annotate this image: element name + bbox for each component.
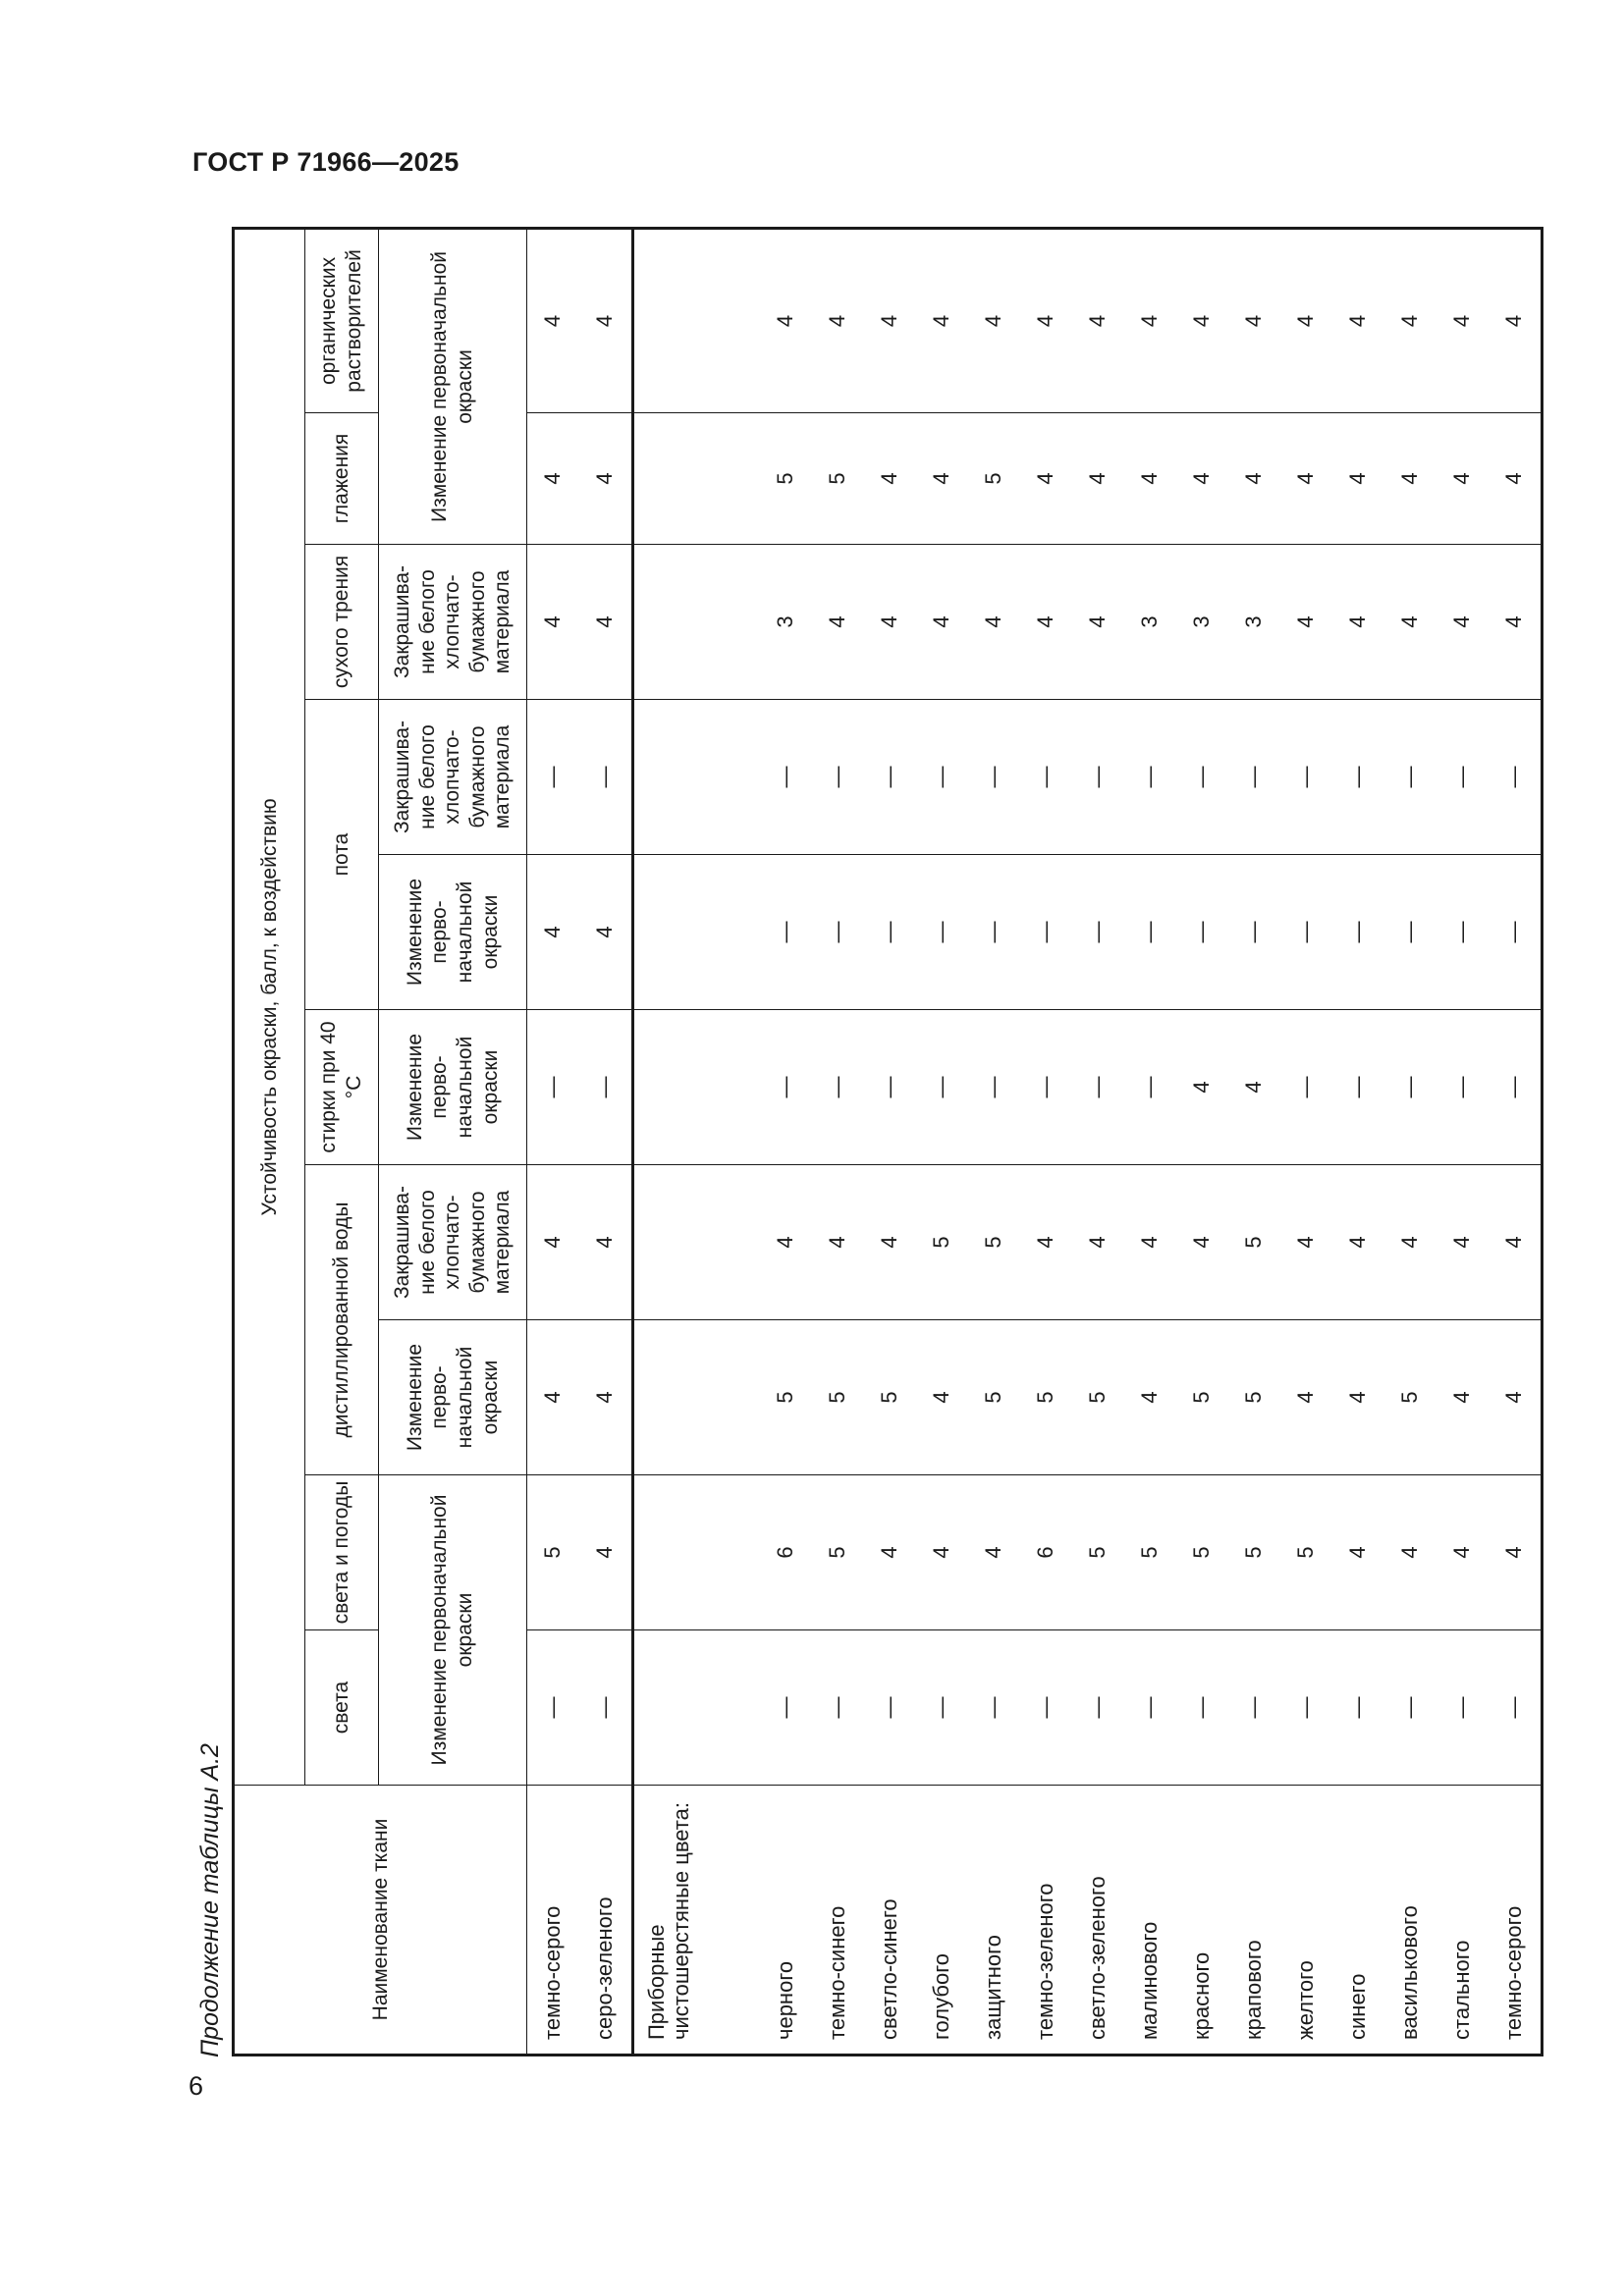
empty-cell (633, 1010, 761, 1165)
rotated-table-container (232, 230, 1527, 2056)
value-cell: 5 (527, 1475, 580, 1630)
name-column-header: Наименование ткани (234, 1786, 527, 2056)
colorfastness-table (232, 227, 1543, 2056)
fabric-name-cell: светло-синего (864, 1786, 916, 2056)
table-row (1228, 228, 1280, 2055)
empty-cell (633, 1630, 761, 1786)
value-cell: 6 (760, 1475, 812, 1630)
table-row (1280, 228, 1332, 2055)
value-cell: — (916, 1630, 968, 1786)
value-cell: 5 (864, 1320, 916, 1475)
value-cell: 4 (1436, 413, 1489, 545)
value-cell: — (1436, 1010, 1489, 1165)
table-row (812, 228, 864, 2055)
value-cell: — (1332, 700, 1384, 855)
value-cell: — (527, 1010, 580, 1165)
value-cell: 4 (1436, 1320, 1489, 1475)
value-cell: 4 (579, 1165, 633, 1320)
value-cell: — (1489, 1630, 1543, 1786)
value-cell: 4 (864, 413, 916, 545)
fabric-name-cell: красного (1176, 1786, 1228, 2056)
value-cell: — (1176, 1630, 1228, 1786)
sub-header-izm-voda: Изменение перво-начальной окраски (379, 1320, 527, 1475)
table-body-top (527, 228, 633, 2055)
table-row (527, 228, 580, 2055)
header-pot: пота (305, 700, 379, 1010)
value-cell: 4 (1228, 1010, 1280, 1165)
value-cell: — (1332, 855, 1384, 1010)
value-cell: 4 (916, 1320, 968, 1475)
value-cell: — (968, 1630, 1020, 1786)
table-row (1332, 228, 1384, 2055)
fabric-name-cell: синего (1332, 1786, 1384, 2056)
value-cell: — (1332, 1010, 1384, 1165)
value-cell: 4 (579, 1475, 633, 1630)
value-cell: — (916, 855, 968, 1010)
value-cell: 4 (527, 413, 580, 545)
value-cell: 4 (579, 413, 633, 545)
fabric-name-cell: голубого (916, 1786, 968, 2056)
value-cell: — (1489, 855, 1543, 1010)
value-cell: 4 (1489, 228, 1543, 412)
value-cell: 5 (1228, 1475, 1280, 1630)
value-cell: — (812, 700, 864, 855)
value-cell: 5 (1280, 1475, 1332, 1630)
value-cell: 4 (1072, 228, 1124, 412)
value-cell: 4 (812, 1165, 864, 1320)
fabric-name-cell: желтого (1280, 1786, 1332, 2056)
sub-header-zakr-trenie: Закрашива-ние белого хлопчато-бумажного материала (379, 545, 527, 700)
value-cell: — (760, 1630, 812, 1786)
value-cell: 4 (527, 855, 580, 1010)
fabric-name-cell: стального (1436, 1786, 1489, 2056)
value-cell: 4 (1020, 545, 1072, 700)
empty-cell (633, 1320, 761, 1475)
sub-header-izm-svet: Изменение первоначальной окраски (379, 1475, 527, 1786)
value-cell: 4 (1384, 228, 1436, 412)
value-cell: — (916, 700, 968, 855)
empty-cell (633, 855, 761, 1010)
value-cell: — (579, 1630, 633, 1786)
value-cell: — (579, 700, 633, 855)
value-cell: 3 (1228, 545, 1280, 700)
value-cell: 4 (579, 545, 633, 700)
value-cell: 4 (760, 1165, 812, 1320)
value-cell: 5 (1072, 1320, 1124, 1475)
value-cell: 4 (1332, 1165, 1384, 1320)
value-cell: — (1020, 1010, 1072, 1165)
value-cell: 5 (1124, 1475, 1176, 1630)
empty-cell (633, 700, 761, 855)
value-cell: — (864, 855, 916, 1010)
value-cell: 4 (1384, 1165, 1436, 1320)
value-cell: — (1436, 1630, 1489, 1786)
value-cell: — (760, 855, 812, 1010)
value-cell: — (1072, 1630, 1124, 1786)
value-cell: 3 (760, 545, 812, 700)
value-cell: — (1489, 700, 1543, 855)
value-cell: — (760, 700, 812, 855)
fabric-name-cell: черного (760, 1786, 812, 2056)
value-cell: — (1228, 855, 1280, 1010)
value-cell: 4 (1124, 1320, 1176, 1475)
value-cell: 4 (864, 228, 916, 412)
value-cell: — (864, 1010, 916, 1165)
table-caption: Продолжение таблицы А.2 (196, 1743, 224, 2057)
value-cell: — (812, 1630, 864, 1786)
fabric-name-cell: темно-зеленого (1020, 1786, 1072, 2056)
value-cell: 5 (1228, 1320, 1280, 1475)
value-cell: 4 (1228, 228, 1280, 412)
value-cell: — (1176, 700, 1228, 855)
header-svet: света (305, 1630, 379, 1786)
table-row (864, 228, 916, 2055)
value-cell: 4 (1332, 545, 1384, 700)
value-cell: 4 (1176, 1165, 1228, 1320)
value-cell: 4 (1280, 545, 1332, 700)
value-cell: 3 (1124, 545, 1176, 700)
value-cell: 4 (579, 855, 633, 1010)
empty-cell (633, 1165, 761, 1320)
value-cell: 4 (1384, 545, 1436, 700)
table-row (1436, 228, 1489, 2055)
value-cell: 4 (1280, 228, 1332, 412)
value-cell: 4 (1436, 1475, 1489, 1630)
group-label-row (633, 228, 761, 2055)
value-cell: 4 (1280, 1320, 1332, 1475)
fabric-name-cell: малинового (1124, 1786, 1176, 2056)
page-number: 6 (189, 2071, 204, 2101)
value-cell: — (1124, 700, 1176, 855)
value-cell: 4 (1280, 1165, 1332, 1320)
value-cell: — (1280, 1630, 1332, 1786)
value-cell: — (1280, 1010, 1332, 1165)
value-cell: 4 (968, 545, 1020, 700)
value-cell: — (1489, 1010, 1543, 1165)
value-cell: 4 (812, 545, 864, 700)
fabric-name-cell: светло-зеленого (1072, 1786, 1124, 2056)
value-cell: — (812, 1010, 864, 1165)
fabric-name-cell: серо-зеленого (579, 1786, 633, 2056)
fabric-name-cell: темно-синего (812, 1786, 864, 2056)
table-row (1176, 228, 1228, 2055)
fabric-name-cell: защитного (968, 1786, 1020, 2056)
empty-cell (633, 413, 761, 545)
value-cell: 5 (968, 413, 1020, 545)
value-cell: 4 (579, 228, 633, 412)
value-cell: 4 (1332, 1475, 1384, 1630)
value-cell: 4 (1332, 228, 1384, 412)
value-cell: 5 (812, 413, 864, 545)
sub-header-izm-pot: Изменение перво-начальной окраски (379, 855, 527, 1010)
value-cell: — (1228, 1630, 1280, 1786)
value-cell: 4 (1489, 1165, 1543, 1320)
value-cell: 4 (527, 1320, 580, 1475)
sub-header-zakr-pot: Закрашива-ние белого хлопчато-бумажного материала (379, 700, 527, 855)
value-cell: 4 (864, 1475, 916, 1630)
value-cell: 4 (1436, 228, 1489, 412)
value-cell: 5 (1176, 1320, 1228, 1475)
value-cell: — (1332, 1630, 1384, 1786)
header-dist-voda: дистиллированной воды (305, 1165, 379, 1475)
header-suhoe-trenie: сухого трения (305, 545, 379, 700)
value-cell: — (1124, 855, 1176, 1010)
table-header (234, 228, 527, 2055)
value-cell: 4 (527, 1165, 580, 1320)
value-cell: 4 (1280, 413, 1332, 545)
value-cell: 5 (812, 1475, 864, 1630)
header-glazhenie: глажения (305, 413, 379, 545)
value-cell: — (579, 1010, 633, 1165)
value-cell: 5 (760, 1320, 812, 1475)
top-header: Устойчивость окраски, балл, к воздействию (234, 228, 305, 1785)
value-cell: 4 (1489, 545, 1543, 700)
value-cell: 4 (1176, 228, 1228, 412)
table-body-main (633, 228, 1543, 2055)
value-cell: 4 (1124, 228, 1176, 412)
table-row (1124, 228, 1176, 2055)
table-row (579, 228, 633, 2055)
value-cell: 4 (916, 1475, 968, 1630)
fabric-name-cell: темно-серого (527, 1786, 580, 2056)
value-cell: — (1384, 855, 1436, 1010)
value-cell: — (864, 1630, 916, 1786)
value-cell: — (1072, 700, 1124, 855)
value-cell: 5 (1072, 1475, 1124, 1630)
sub-header-izm-glazh-rastv: Изменение первоначальной окраски (379, 228, 527, 544)
value-cell: — (968, 1010, 1020, 1165)
value-cell: 4 (916, 545, 968, 700)
value-cell: 4 (916, 228, 968, 412)
value-cell: — (1176, 855, 1228, 1010)
value-cell: 5 (1228, 1165, 1280, 1320)
value-cell: — (1124, 1010, 1176, 1165)
value-cell: 4 (1332, 1320, 1384, 1475)
value-cell: 5 (1020, 1320, 1072, 1475)
value-cell: — (527, 700, 580, 855)
value-cell: 4 (968, 228, 1020, 412)
value-cell: 4 (916, 413, 968, 545)
document-code: ГОСТ Р 71966—2025 (192, 147, 460, 177)
value-cell: — (527, 1630, 580, 1786)
fabric-name-cell: темно-серого (1489, 1786, 1543, 2056)
table-row (968, 228, 1020, 2055)
sub-header-izm-stirka: Изменение перво-начальной окраски (379, 1010, 527, 1165)
header-svet-pogoda: света и погоды (305, 1475, 379, 1630)
value-cell: — (1384, 1630, 1436, 1786)
value-cell: — (1020, 855, 1072, 1010)
value-cell: 4 (1072, 413, 1124, 545)
value-cell: 4 (1228, 413, 1280, 545)
value-cell: 5 (812, 1320, 864, 1475)
value-cell: — (812, 855, 864, 1010)
value-cell: — (1384, 700, 1436, 855)
value-cell: 4 (968, 1475, 1020, 1630)
value-cell: — (1020, 700, 1072, 855)
fabric-name-cell: василькового (1384, 1786, 1436, 2056)
table-row (1020, 228, 1072, 2055)
value-cell: — (760, 1010, 812, 1165)
value-cell: 4 (760, 228, 812, 412)
value-cell: 4 (1020, 228, 1072, 412)
value-cell: 4 (1020, 413, 1072, 545)
value-cell: 4 (1020, 1165, 1072, 1320)
value-cell: — (1072, 1010, 1124, 1165)
value-cell: — (1384, 1010, 1436, 1165)
empty-cell (633, 1475, 761, 1630)
empty-cell (633, 228, 761, 412)
value-cell: 4 (1124, 1165, 1176, 1320)
value-cell: — (968, 855, 1020, 1010)
value-cell: 4 (1072, 545, 1124, 700)
value-cell: 5 (916, 1165, 968, 1320)
value-cell: 4 (1489, 413, 1543, 545)
value-cell: 6 (1020, 1475, 1072, 1630)
table-row (916, 228, 968, 2055)
value-cell: 3 (1176, 545, 1228, 700)
value-cell: 4 (1176, 413, 1228, 545)
header-stirka: стирки при 40 °С (305, 1010, 379, 1165)
value-cell: 4 (1124, 413, 1176, 545)
value-cell: 4 (864, 545, 916, 700)
value-cell: — (1228, 700, 1280, 855)
value-cell: — (864, 700, 916, 855)
value-cell: 4 (1436, 545, 1489, 700)
value-cell: — (1280, 855, 1332, 1010)
value-cell: — (1436, 855, 1489, 1010)
value-cell: 4 (527, 545, 580, 700)
value-cell: — (968, 700, 1020, 855)
value-cell: 4 (864, 1165, 916, 1320)
value-cell: 4 (1436, 1165, 1489, 1320)
value-cell: 5 (1384, 1320, 1436, 1475)
value-cell: 4 (1332, 413, 1384, 545)
value-cell: 5 (968, 1320, 1020, 1475)
group-label: Приборные чистошерстяные цвета: (633, 1786, 761, 2056)
value-cell: 4 (579, 1320, 633, 1475)
table-row (760, 228, 812, 2055)
value-cell: — (916, 1010, 968, 1165)
value-cell: — (1436, 700, 1489, 855)
value-cell: 5 (760, 413, 812, 545)
empty-cell (633, 545, 761, 700)
value-cell: 4 (1176, 1010, 1228, 1165)
value-cell: 4 (1384, 413, 1436, 545)
header-rastvoriteli: органических растворителей (305, 228, 379, 412)
table-row (1489, 228, 1543, 2055)
value-cell: — (1020, 1630, 1072, 1786)
table-row (1072, 228, 1124, 2055)
value-cell: 4 (1072, 1165, 1124, 1320)
value-cell: — (1124, 1630, 1176, 1786)
table-row (1384, 228, 1436, 2055)
value-cell: 5 (1176, 1475, 1228, 1630)
value-cell: 5 (968, 1165, 1020, 1320)
value-cell: 4 (812, 228, 864, 412)
value-cell: 4 (527, 228, 580, 412)
fabric-name-cell: крапового (1228, 1786, 1280, 2056)
sub-header-zakr-voda: Закрашива-ние белого хлопчато-бумажного материала (379, 1165, 527, 1320)
value-cell: 4 (1489, 1320, 1543, 1475)
value-cell: 4 (1489, 1475, 1543, 1630)
value-cell: 4 (1384, 1475, 1436, 1630)
value-cell: — (1072, 855, 1124, 1010)
value-cell: — (1280, 700, 1332, 855)
